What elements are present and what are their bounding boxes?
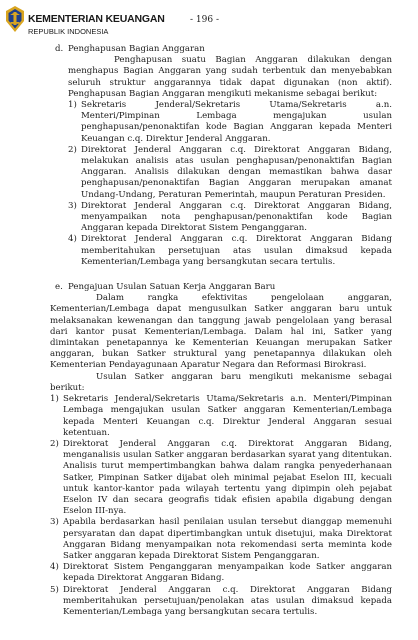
list-number: 2) [68, 144, 77, 155]
list-item [50, 439, 392, 517]
document-body [50, 44, 392, 618]
list-text: Direktorat Sistem Penganggaran menyampaikan kode Satker anggaran kepada Direktorat Anggaran Bidang. [63, 562, 392, 584]
org-name: KEMENTERIAN KEUANGAN [28, 13, 165, 25]
section-heading [50, 44, 392, 55]
paragraph: Usulan Satker anggaran baru mengikuti mekanisme sebagai berikut: [50, 371, 392, 393]
kemenkeu-emblem-icon [4, 5, 26, 33]
list-number: 1) [68, 100, 77, 111]
section-e [50, 282, 392, 618]
list-number: 5) [50, 584, 59, 595]
list-number: 3) [68, 200, 77, 211]
section-title: Pengajuan Usulan Satuan Kerja Anggaran Baru [68, 282, 276, 293]
org-subtitle: REPUBLIK INDONESIA [28, 27, 109, 36]
list-item [68, 100, 392, 145]
list-text: Direktorat Jenderal Anggaran c.q. Direktorat Anggaran Bidang memberitahukan persetujuan atas usulan dimaksud kepada Kementerian/Lembaga yang bersangkutan secara tertulis. [81, 234, 392, 267]
numbered-list [68, 100, 392, 268]
list-item [50, 394, 392, 439]
list-text: Direktorat Jenderal Anggaran c.q. Direktorat Anggaran Bidang memberitahukan persetujuan/penolakan atas usulan dimaksud kepada Kementerian/Lembaga yang bersangkutan secara tertulis. [63, 584, 392, 617]
paragraph: Penghapusan suatu Bagian Anggaran dilakukan dengan menghapus Bagian Anggaran yang sudah terbentuk dan menyebabkan seluruh struktur anggarannya tidak dapat digunakan (non aktif). Penghapusan Bagian Anggaran mengikuti mekanisme sebagai berikut: [68, 55, 392, 99]
list-item [68, 145, 392, 201]
list-text: Sekretaris Jenderal/Sekretaris Utama/Sekretaris a.n. Menteri/Pimpinan Lembaga mengajukan usulan Satker anggaran Kementerian/Lembaga kepada Menteri Keuangan c.q. Direktur Jenderal Anggaran sesuai ketentuan. [63, 394, 392, 438]
list-number: 4) [68, 234, 77, 245]
list-item [68, 201, 392, 235]
list-text: Direktorat Jenderal Anggaran c.q. Direktorat Anggaran Bidang, menganalisis usulan Satker anggaran berdasarkan syarat yang ditentukan. Analisis turut mempertimbangkan bahwa dalam rangka penyederhanaan Satker, Pimpinan Satker dijabat oleh minimal pejabat Eselon III, kecuali untuk kantor-kantor pada wilayah tertentu yang dipimpin oleh pejabat Eselon IV dan secara geografis tidak efisien apabila digabung dengan Eselon III-nya. [63, 438, 392, 517]
list-item [68, 234, 392, 268]
page-header [0, 0, 418, 40]
page-number: - 196 - [190, 15, 219, 25]
list-item [50, 517, 392, 562]
section-letter: e. [55, 282, 63, 293]
list-number: 3) [50, 517, 59, 528]
list-number: 4) [50, 562, 59, 573]
list-text: Sekretaris Jenderal/Sekretaris Utama/Sekretaris a.n. Menteri/Pimpinan Lembaga mengajukan usulan penghapusan/penonaktifan kode Bagian Anggaran kepada Menteri Keuangan c.q. Direktur Jenderal Anggaran. [81, 100, 392, 144]
list-text: Apabila berdasarkan hasil penilaian usulan tersebut dianggap memenuhi persyaratan dan dapat dipertimbangkan untuk disetujui, maka Direktorat Anggaran Bidang menyampaikan nota rekomendasi serta meminta kode Satker anggaran kepada Direktorat Sistem Penganggaran. [63, 517, 392, 561]
numbered-list [50, 394, 392, 618]
section-letter: d. [55, 44, 64, 54]
list-text: Direktorat Jenderal Anggaran c.q. Direktorat Anggaran Bidang, melakukan analisis atas usulan penghapusan/penonaktifan Bagian Anggaran. Analisis dilakukan dengan memastikan bahwa dasar penghapusan/penonaktifan Bagian Anggaran merupakan amanat Undang-Undang, Peraturan Pemerintah, maupun Peraturan Presiden. [81, 144, 392, 200]
paragraph: Dalam rangka efektivitas pengelolaan anggaran, Kementerian/Lembaga dapat mengusulkan Satker anggaran baru untuk melaksanakan kewenangan dan tanggung jawab pengelolaan yang berasal dari kantor pusat Kementerian/Lembaga. Dalam hal ini, Satker yang dimintakan penetapannya ke Kementerian Keuangan merupakan Satker anggaran, bukan Satker struktural yang penetapannya dilakukan oleh Kementerian Pendayagunaan Aparatur Negara dan Reformasi Birokrasi. [50, 293, 392, 371]
list-number: 1) [50, 394, 59, 405]
section-d [50, 44, 392, 268]
section-heading [50, 282, 392, 293]
list-item [50, 562, 392, 584]
list-number: 2) [50, 438, 59, 449]
list-item [50, 585, 392, 619]
list-text: Direktorat Jenderal Anggaran c.q. Direktorat Anggaran Bidang, menyampaikan nota penghapusan/penonaktifan kode Bagian Anggaran kepada Direktorat Sistem Penganggaran. [81, 200, 392, 234]
section-title: Penghapusan Bagian Anggaran [68, 44, 205, 54]
